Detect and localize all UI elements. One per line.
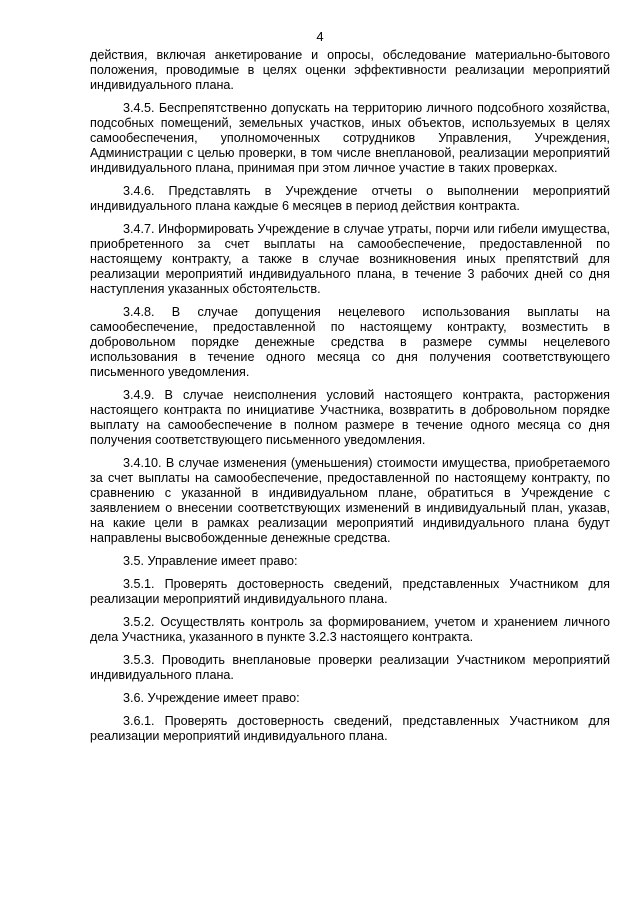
paragraph-3-4-7: 3.4.7. Информировать Учреждение в случае утраты, порчи или гибели имущества, приобретенного за счет выплаты на самообеспечение, предоставленной по настоящему контракту, а также в случае возникновения иных препятствий для реализации мероприятий индивидуального плана, в течение 3 рабочих дней со дня наступления указанных обстоятельств.: [90, 222, 610, 296]
section-heading-3-6: 3.6. Учреждение имеет право:: [123, 691, 300, 705]
section-heading-3-5: 3.5. Управление имеет право:: [123, 554, 298, 568]
page-number: 4: [316, 29, 324, 44]
paragraph-3-5-2: 3.5.2. Осуществлять контроль за формированием, учетом и хранением личного дела Участника, указанного в пункте 3.2.3 настоящего контракта.: [90, 615, 610, 644]
paragraph-3-4-10: 3.4.10. В случае изменения (уменьшения) стоимости имущества, приобретаемого за счет выплаты на самообеспечение, предоставленной по настоящему контракту, по сравнению с указанной в индивидуальном плане, обратиться в Учреждение с заявлением о внесении соответствующих изменений в индивидуальный план, указав, на какие цели в рамках реализации мероприятий индивидуального плана будут направлены высвобожденные денежные средства.: [90, 456, 610, 545]
paragraph-3-5-3: 3.5.3. Проводить внеплановые проверки реализации Участником мероприятий индивидуального плана.: [90, 653, 610, 682]
paragraph-3-4-9: 3.4.9. В случае неисполнения условий настоящего контракта, расторжения настоящего контракта по инициативе Участника, возвратить в добровольном порядке выплату на самообеспечение в полном размере в течение одного месяца со дня получения соответствующего письменного уведомления.: [90, 388, 610, 447]
paragraph-continuation: действия, включая анкетирование и опросы, обследование материально-бытового положения, проводимые в целях оценки эффективности реализации мероприятий индивидуального плана.: [90, 48, 610, 92]
document-body: [90, 48, 610, 752]
paragraph-3-6-1: 3.6.1. Проверять достоверность сведений, представленных Участником для реализации мероприятий индивидуального плана.: [90, 714, 610, 743]
paragraph-3-4-8: 3.4.8. В случае допущения нецелевого использования выплаты на самообеспечение, предоставленной по настоящему контракту, возместить в добровольном порядке денежные средства в размере суммы нецелевого использования в течение одного месяца со дня получения соответствующего письменного уведомления.: [90, 305, 610, 379]
paragraph-3-4-6: 3.4.6. Представлять в Учреждение отчеты о выполнении мероприятий индивидуального плана каждые 6 месяцев в период действия контракта.: [90, 184, 610, 213]
paragraph-3-4-5: 3.4.5. Беспрепятственно допускать на территорию личного подсобного хозяйства, подсобных помещений, земельных участков, иных объектов, используемых в целях самообеспечения, уполномоченных сотрудников Управления, Учреждения, Администрации с целью проверки, в том числе внеплановой, реализации мероприятий индивидуального плана, принимая при этом личное участие в таких проверках.: [90, 101, 610, 175]
paragraph-3-5-1: 3.5.1. Проверять достоверность сведений, представленных Участником для реализации мероприятий индивидуального плана.: [90, 577, 610, 606]
